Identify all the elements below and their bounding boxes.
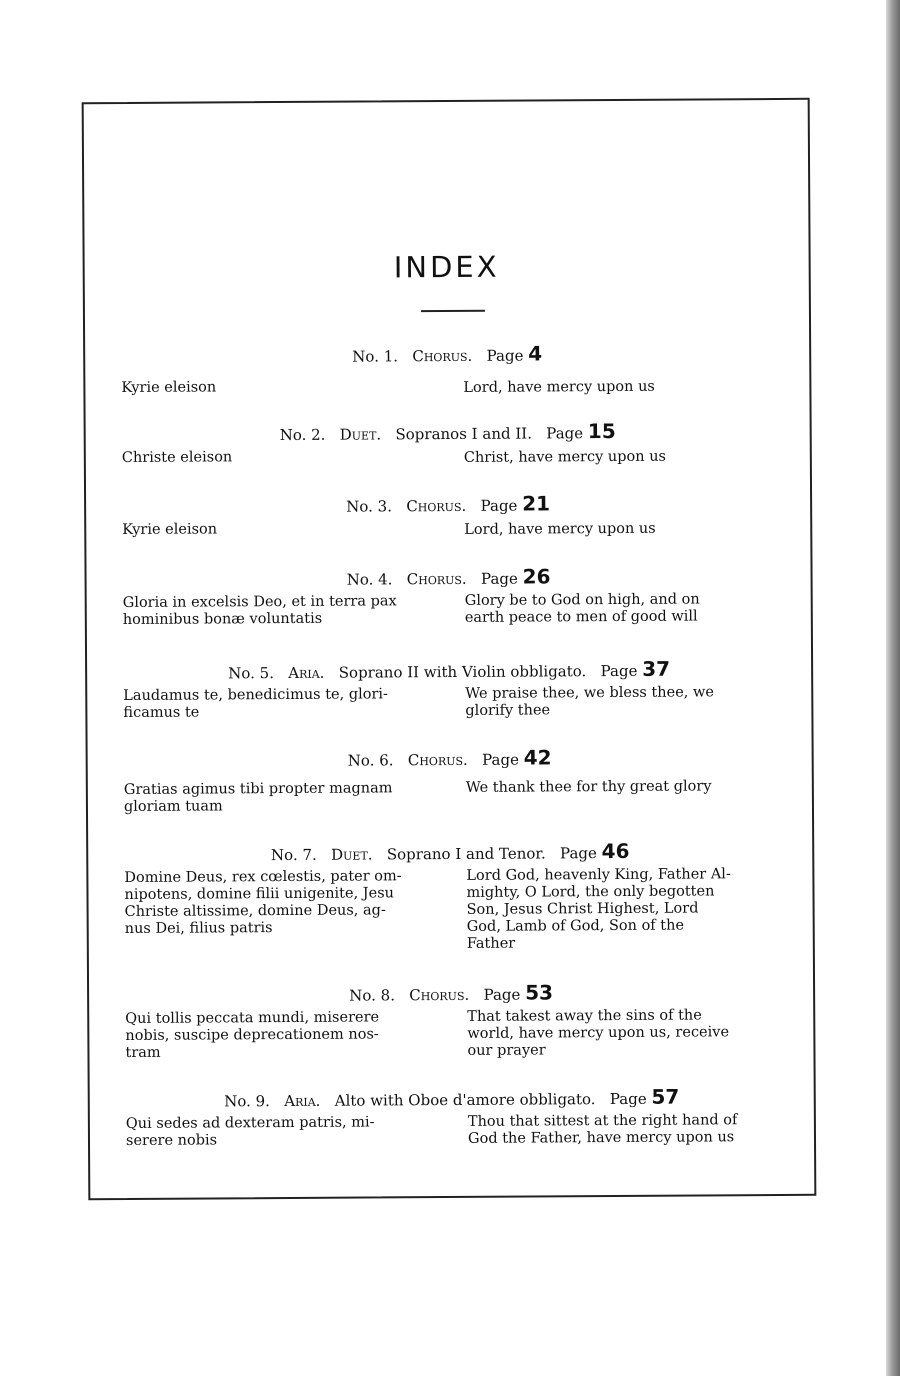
entry-extra: Alto with Oboe d'amore obbligato.: [334, 1090, 596, 1110]
index-entry: [125, 981, 778, 1071]
latin-text: Domine Deus, rex cœlestis, pater om- nipotens, domine filii unigenite, Jesu Christe altissime, domine Deus, ag- nus Dei, filius patris: [124, 868, 402, 937]
latin-text: Kyrie eleison: [122, 521, 218, 538]
entry-page-number: 15: [587, 418, 616, 444]
entry-type: Aria.: [288, 663, 325, 682]
entry-extra: Soprano I and Tenor.: [386, 844, 546, 864]
entry-page-number: 21: [522, 491, 551, 516]
index-entry: [126, 1086, 779, 1176]
english-text: Lord, have mercy upon us: [464, 520, 656, 538]
entry-heading: [125, 981, 777, 1007]
entry-extra: Soprano II with Violin obbligato.: [338, 662, 587, 682]
entry-heading: [126, 1086, 778, 1112]
entry-page-label: Page: [600, 661, 638, 681]
entry-page-label: Page: [486, 346, 524, 365]
entry-page-number: 37: [642, 656, 671, 681]
index-entry: [124, 840, 777, 970]
index-entry: [123, 658, 776, 748]
latin-text: Kyrie eleison: [121, 379, 217, 396]
entry-heading: [123, 565, 775, 591]
entry-heading: [122, 492, 774, 518]
entry-heading: [124, 840, 776, 866]
latin-text: Laudamus te, benedicimus te, glori- ficamus te: [123, 686, 388, 721]
english-text: That takest away the sins of the world, have mercy upon us, receive our prayer: [467, 1007, 730, 1059]
entry-type: Chorus.: [412, 346, 473, 366]
entry-number: No. 8.: [349, 986, 396, 1005]
entry-number: No. 5.: [228, 664, 274, 683]
english-text: Lord, have mercy upon us: [463, 378, 655, 396]
entry-texts: [126, 1112, 778, 1176]
entry-number: No. 3.: [346, 497, 393, 516]
entry-type: Chorus.: [406, 569, 467, 589]
entry-texts: [125, 1007, 777, 1071]
entry-page-number: 57: [651, 1084, 680, 1109]
english-text: Glory be to God on high, and on earth peace to men of good will: [464, 591, 700, 626]
page-edge-shadow: [886, 0, 900, 1376]
entry-texts: [124, 772, 776, 836]
entry-page-label: Page: [482, 750, 519, 769]
entry-type: Duet.: [339, 425, 382, 444]
latin-text: Qui sedes ad dexteram patris, mi- serere nobis: [125, 1114, 375, 1149]
page-title: INDEX: [393, 249, 500, 285]
english-text: Thou that sittest at the right hand of God the Father, have mercy upon us: [467, 1112, 738, 1147]
index-entry: [121, 342, 774, 432]
entry-type: Chorus.: [407, 750, 468, 770]
latin-text: Christe eleison: [121, 449, 233, 466]
index-entry: [124, 746, 777, 836]
entry-page-number: 4: [528, 341, 543, 366]
title-rule: [421, 310, 485, 312]
entry-page-number: 26: [522, 564, 551, 589]
entry-type: Aria.: [284, 1091, 321, 1111]
english-text: Lord God, heavenly King, Father Al- mighty, O Lord, the only begotten Son, Jesus Christ Highest, Lord God, Lamb of God, Son of the Father: [466, 866, 731, 952]
english-text: Christ, have mercy upon us: [463, 448, 667, 466]
entry-page-label: Page: [559, 844, 597, 863]
entry-page-label: Page: [546, 424, 584, 443]
entry-heading: [121, 342, 773, 368]
entry-page-label: Page: [483, 985, 521, 1004]
entry-texts: [123, 684, 775, 748]
entry-type: Duet.: [331, 845, 373, 864]
entry-page-label: Page: [480, 569, 518, 588]
entry-number: No. 6.: [347, 751, 394, 770]
entry-page-number: 42: [523, 745, 552, 770]
index-entry: [123, 565, 776, 655]
entry-extra: Sopranos I and II.: [395, 424, 532, 444]
entry-number: No. 1.: [352, 347, 399, 366]
entry-number: No. 7.: [270, 845, 317, 865]
entry-page-number: 46: [601, 838, 630, 864]
index-page-frame: [82, 98, 817, 1200]
entry-page-label: Page: [609, 1089, 647, 1109]
english-text: We praise thee, we bless thee, we glorify thee: [465, 684, 715, 719]
english-text: We thank thee for thy great glory: [465, 778, 712, 796]
entry-number: No. 2.: [279, 425, 326, 445]
entry-heading: [124, 746, 776, 772]
latin-text: Qui tollis peccata mundi, miserere nobis, suscipe deprecationem nos- tram: [125, 1009, 380, 1061]
entry-page-number: 53: [525, 980, 554, 1005]
latin-text: Gloria in excelsis Deo, et in terra pax hominibus bonæ voluntatis: [122, 593, 397, 628]
entry-texts: [123, 591, 775, 655]
entry-type: Chorus.: [409, 985, 470, 1005]
entry-heading: [122, 420, 774, 446]
entry-texts: [124, 866, 777, 970]
entry-number: No. 9.: [224, 1092, 270, 1111]
entry-page-label: Page: [480, 496, 518, 515]
entry-type: Chorus.: [406, 496, 467, 516]
entry-number: No. 4.: [346, 570, 393, 589]
latin-text: Gratias agimus tibi propter magnam gloriam tuam: [123, 780, 393, 815]
entry-heading: [123, 658, 775, 684]
